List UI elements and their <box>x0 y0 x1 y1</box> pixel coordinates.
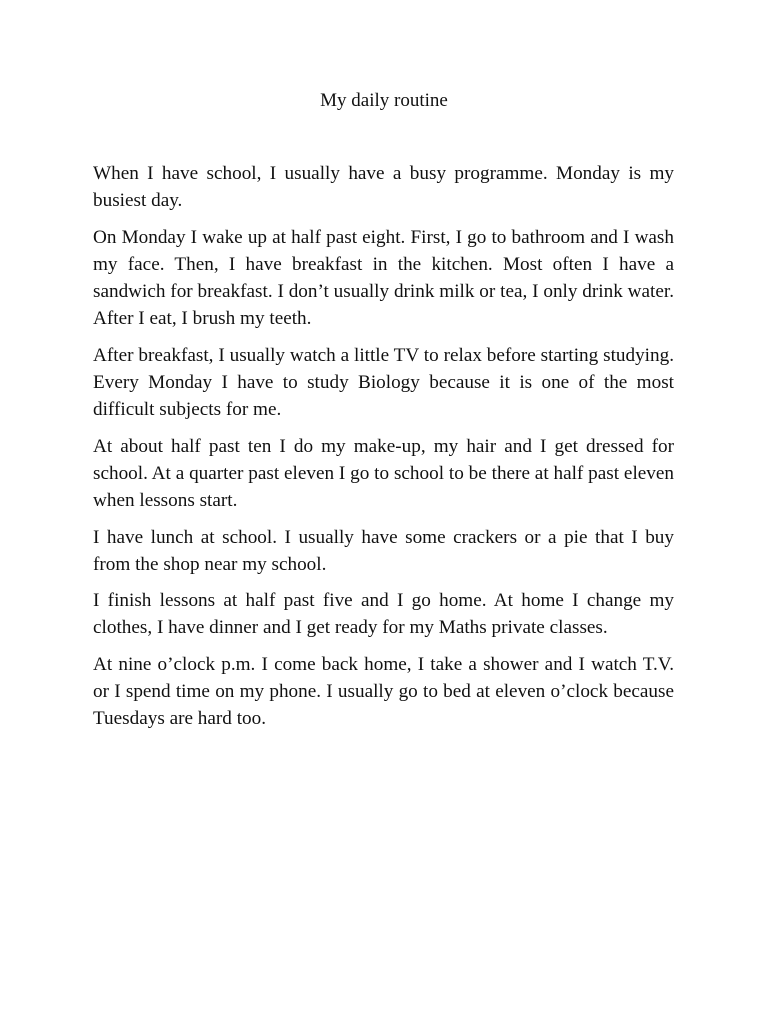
paragraph-2: On Monday I wake up at half past eight. First, I go to bathroom and I wash my face. Then, I have breakfast in the kitchen. Most often I have a sandwich for breakfast. I don’t usually drink milk or tea, I only drink water. After I eat, I brush my teeth. <box>93 226 674 330</box>
paragraph-3: After breakfast, I usually watch a little TV to relax before starting studying. Every Monday I have to study Biology because it is one of the most difficult subjects for me. <box>93 344 674 421</box>
paragraph-4: At about half past ten I do my make-up, my hair and I get dressed for school. At a quarter past eleven I go to school to be there at half past eleven when lessons start. <box>93 435 674 512</box>
paragraph-5: I have lunch at school. I usually have some crackers or a pie that I buy from the shop near my school. <box>93 526 674 575</box>
document-title: My daily routine <box>320 90 448 111</box>
paragraph-6: I finish lessons at half past five and I go home. At home I change my clothes, I have dinner and I get ready for my Maths private classes. <box>93 590 674 639</box>
paragraph-1: When I have school, I usually have a busy programme. Monday is my busiest day. <box>93 163 674 212</box>
paragraph-7: At nine o’clock p.m. I come back home, I take a shower and I watch T.V. or I spend time on my phone. I usually go to bed at eleven o’clock because Tuesdays are hard too. <box>93 653 674 730</box>
document-body <box>93 160 674 742</box>
